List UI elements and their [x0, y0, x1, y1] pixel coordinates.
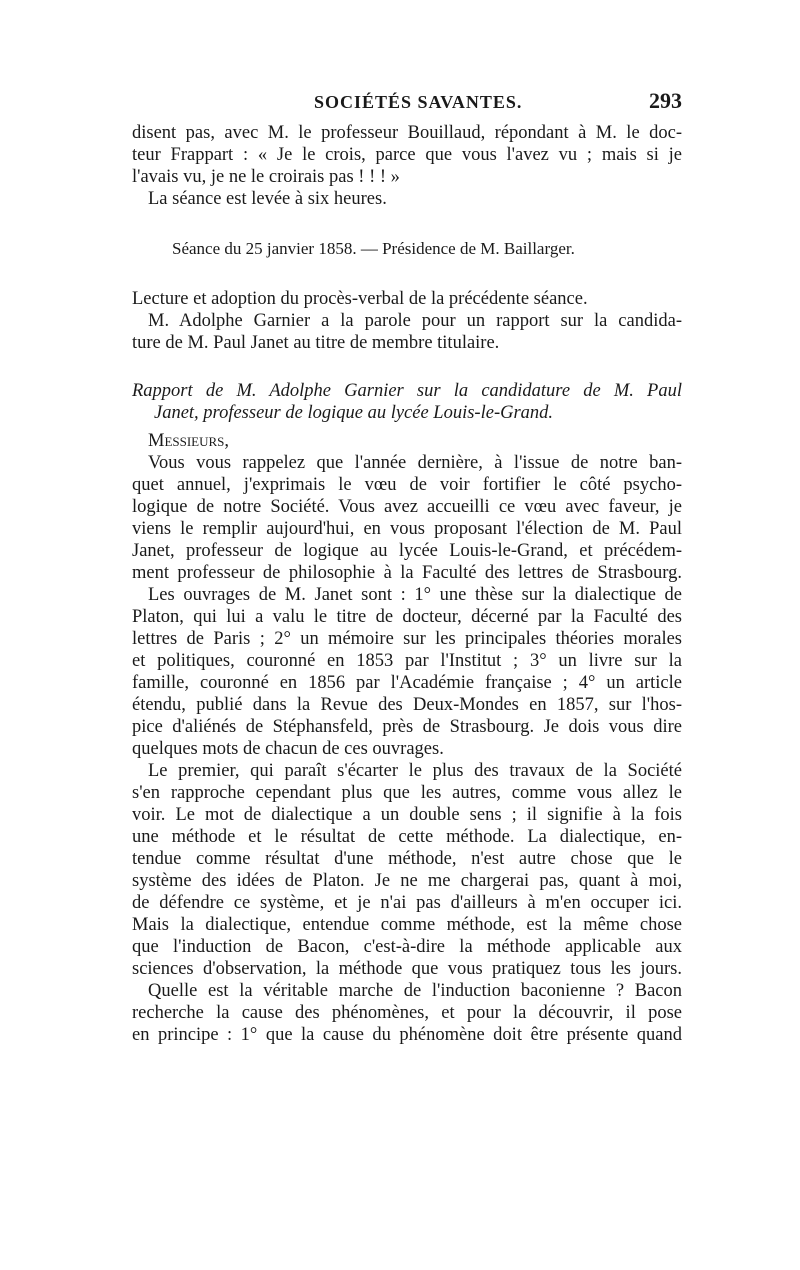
text-line: disent pas, avec M. le professeur Bouillaud, répondant à M. le doc- [132, 123, 682, 143]
report-title: Rapport de M. Adolphe Garnier sur la candidature de M. Paul [132, 381, 682, 401]
text-line: Quelle est la véritable marche de l'induction baconienne ? Bacon [148, 981, 682, 1001]
text-line: Platon, qui lui a valu le titre de docteur, décerné par la Faculté des [132, 607, 682, 627]
text-line: Vous vous rappelez que l'année dernière, à l'issue de notre ban- [148, 453, 682, 473]
text-line: logique de notre Société. Vous avez accueilli ce vœu avec faveur, je [132, 497, 682, 517]
salutation: Messieurs, [148, 431, 230, 451]
text-line: une méthode et le résultat de cette méthode. La dialectique, en- [132, 827, 682, 847]
text-line: tendue comme résultat d'une méthode, n'est autre chose que le [132, 849, 682, 869]
text-line: teur Frappart : « Je le crois, parce que vous l'avez vu ; mais si je [132, 145, 682, 165]
text-line: s'en rapproche cependant plus que les autres, comme vous allez le [132, 783, 682, 803]
text-line: Le premier, qui paraît s'écarter le plus des travaux de la Société [148, 761, 682, 781]
page-number: 293 [649, 88, 682, 113]
text-line: famille, couronné en 1856 par l'Académie française ; 4° un article [132, 673, 682, 693]
text-line: étendu, publié dans la Revue des Deux-Mondes en 1857, sur l'hos- [132, 695, 682, 715]
text-line: quet annuel, j'exprimais le vœu de voir fortifier le côté psycho- [132, 475, 682, 495]
text-line: La séance est levée à six heures. [148, 189, 387, 209]
text-line: que l'induction de Bacon, c'est-à-dire la méthode applicable aux [132, 937, 682, 957]
text-line: Les ouvrages de M. Janet sont : 1° une thèse sur la dialectique de [148, 585, 682, 605]
text-line: en principe : 1° que la cause du phénomène doit être présente quand [132, 1025, 682, 1045]
text-line: l'avais vu, je ne le croirais pas ! ! ! » [132, 167, 400, 187]
text-line: voir. Le mot de dialectique a un double sens ; il signifie à la fois [132, 805, 682, 825]
running-title: SOCIÉTÉS SAVANTES. [314, 92, 523, 112]
page-body [132, 122, 682, 1046]
text-line: ment professeur de philosophie à la Faculté des lettres de Strasbourg. [132, 563, 682, 583]
meeting-heading: Séance du 25 janvier 1858. — Présidence de M. Baillarger. [172, 239, 575, 258]
text-line: viens le remplir aujourd'hui, en vous proposant l'élection de M. Paul [132, 519, 682, 539]
text-line: et politiques, couronné en 1853 par l'Institut ; 3° un livre sur la [132, 651, 682, 671]
text-line: pice d'aliénés de Stéphansfeld, près de Strasbourg. Je dois vous dire [132, 717, 682, 737]
text-line: M. Adolphe Garnier a la parole pour un rapport sur la candida- [148, 311, 682, 331]
text-line: Lecture et adoption du procès-verbal de la précédente séance. [132, 289, 588, 309]
report-title: Janet, professeur de logique au lycée Louis-le-Grand. [154, 403, 554, 423]
text-line: Mais la dialectique, entendue comme méthode, est la même chose [132, 915, 682, 935]
text-line: de défendre ce système, et je n'ai pas d'ailleurs à m'en occuper ici. [132, 893, 682, 913]
text-line: ture de M. Paul Janet au titre de membre titulaire. [132, 333, 500, 353]
text-line: lettres de Paris ; 2° un mémoire sur les principales théories morales [132, 629, 682, 649]
text-line: quelques mots de chacun de ces ouvrages. [132, 739, 444, 759]
text-line: Janet, professeur de logique au lycée Louis-le-Grand, et précédem- [132, 541, 682, 561]
text-line: système des idées de Platon. Je ne me chargerai pas, quant à moi, [132, 871, 682, 891]
text-line: recherche la cause des phénomènes, et pour la découvrir, il pose [132, 1003, 682, 1023]
page-header [132, 88, 682, 122]
text-line: sciences d'observation, la méthode que vous pratiquez tous les jours. [132, 959, 682, 979]
